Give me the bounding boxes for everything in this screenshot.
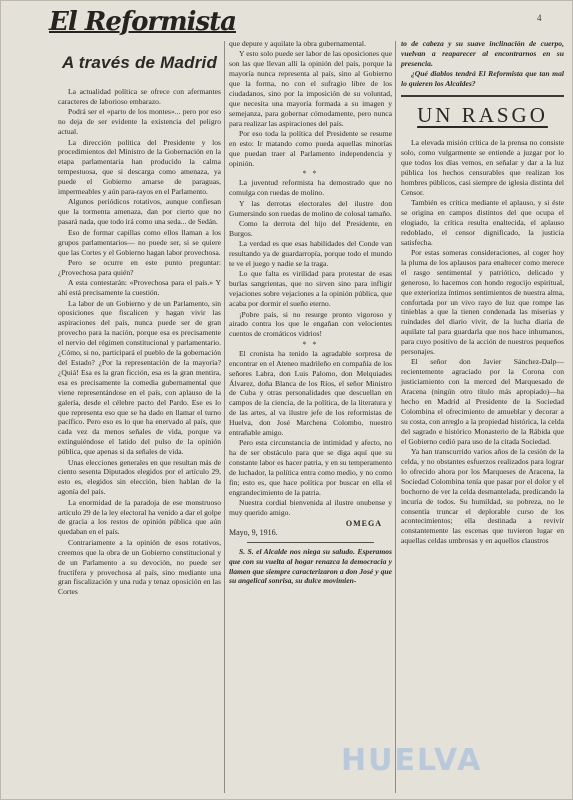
paragraph: ¡Pobre país, si no resurge pronto vigoroso y airado contra los que le engañan con velocientes cuentos de cromáticos vidrios!: [229, 309, 392, 339]
paragraph: A esta contestarán: «Provechosa para el país.» Y ahí está precisamente la cuestión.: [58, 278, 221, 298]
masthead: El Reformista: [49, 7, 237, 37]
article-body: [58, 87, 221, 597]
article-headline: A través de Madrid: [61, 53, 218, 72]
paragraph: Podrá ser el «parto de los montes»... pero por eso no deja de ser evidente la existencia del peligro actual.: [58, 107, 221, 137]
paragraph: Unas elecciones generales en que resultan más de ciento sesenta Diputados elegidos por el artículo 29, esto es, elegidos sin elección, bien hablan de la agonía del país.: [58, 457, 221, 497]
paragraph: La actualidad política se ofrece con afermantes caracteres de laborioso embarazo.: [58, 87, 221, 106]
column-divider: [395, 41, 396, 793]
column-1: [58, 43, 221, 797]
question-note: ¿Qué diablos tendrá El Reformista que tan mal lo quieren los Alcaldes?: [401, 69, 564, 89]
paragraph: Por eso toda la política del Presidente se resume en esto: Ir matando como pueda aquellas minorías que puedan traer al Parlamento independencia y opinión.: [229, 129, 392, 168]
paragraph: Como la derrota del hijo del Presidente, en Burgos.: [229, 218, 392, 238]
paragraph: La enormidad de la paradoja de ese monstruoso artículo 29 de la ley electoral ha venido a dar el golpe de gracia a los restos de opinión pública que aún quedaban en el país.: [58, 497, 221, 537]
column-divider: [224, 41, 225, 793]
paragraph: Pero se ocurre en este punto preguntar: ¿Provechosa para quién?: [58, 257, 221, 277]
paragraph: La labor de un Gobierno y de un Parlamento, sin oposiciones que fiscalicen y hagan vivir las aspiraciones del país, nunca puede ser de gran provecho para la nación, porque esa es precisamente el nervio del régimen constitucional y parlamentario. ¿Cómo, si no, participará el pueblo de la gobernación del Estado? ¿Por la representación de la mayoría? ¿Quiá! Esa es la gran ficción, esa es la gran mentira, esa es precisamente la comedia gubernamental que viene representándose en el país, con aplauso de la galería, desde el célebre pacto del Pardo. Ese es lo que representa eso que se ha dado en llamar el turno pacífico. Pero eso es lo que ha enervado al país, que cada vez da menos señales de vida, porque va extinguiéndose el latido del pulso de la opinión pública, que apenas si da señales de vida.: [58, 298, 221, 457]
paragraph: La verdad es que esas habilidades del Conde van resultando ya de guardarropía, porque todo el mundo te ve el juego y nadie se la traga.: [229, 239, 392, 269]
paragraph: También es crítica mediante el aplauso, y si éste se origina en campos distintos del que ocupa el elogiado, la crítica resulta enaltecida, el aplauso redoblado, el censor dignificado, la justicia satisfecha.: [401, 197, 564, 247]
paragraph: to de cabeza y su suave inclinación de cuerpo, vuelvan a reaparecer al encontrarnos en su presencia.: [401, 39, 564, 68]
paragraph: Ya han transcurrido varios años de la cesión de la celda, y no obstantes esfuerzos realizados para lograr lo ofrecido ahora por los Marqueses de Aracena, la Sociedad Colombina tenía que pasar por el dolor y el bochorno de ver la celda desmantelada, predicando la incuria de todos. Su humildad, su pobreza, no le consentía truncar el deplorable curso de los acontecimientos; ella destinada a revivir constantemente las escenas que tuvieron lugar en aquellas celdas umbrosas y en aquellos claustros: [401, 447, 564, 546]
paragraph: Y esto solo puede ser labor de las oposiciones que son las que llevan allí la opinión del país, porque la mayoría nunca representa al país, sino al Gobierno que la forma, no con el sufragio libre de los ciudadanos, sino por la imposición de su voluntad, que necesita una mayoría formada a su imagen y semejanza, para gobernar cómodamente, pero nunca para realizar las aspiraciones del país.: [229, 49, 392, 128]
divider-rule: [247, 542, 374, 543]
section-separator: [229, 340, 392, 349]
paragraph: Lo que falta es virilidad para protestar de esas burlas sangrientas, que no sirven sino para infligir vejaciones sobre vejaciones a la opinión pública, que acaba por dormir el sueño eterno.: [229, 269, 392, 309]
section-separator: [229, 169, 392, 178]
article-headline: UN RASGO: [417, 103, 548, 128]
paragraph: La dirección política del Presidente y los procedimientos del Ministro de la Gobernación en la etapa parlamentaria han producido la calma tempestuosa, que si descarga como amenaza, ya puede el Gobierno amarse de paraguas, impermeables y aún para-rayos en el Parlamento.: [58, 137, 221, 197]
watermark-logo: HUELVA: [341, 743, 483, 778]
article-date: Mayo, 9, 1916.: [229, 527, 278, 537]
paragraph: El cronista ha tenido la agradable sorpresa de encontrar en el Ateneo madrileño en compañía de los señores Labra, don Luis Palomo, don Melquiades Álvarez, doña Blanca de los Ríos, el señor Ministro de Cuba y otras personalidades que descuellan en campos de la ciencia, de la política, de la literatura y de las artes, al va ilustre jefe de los reformistas de Huelva, don José Marchena Colombo, nuestro entrañable amigo.: [229, 348, 392, 438]
paragraph: La elevada misión crítica de la prensa no consiste solo, como vulgarmente se entiende a juzgar por lo que todos los días vemos, en señalar y dar a la luz pública los hechos censurables que realizan los hombres públicos, casi siempre de iglesia distinta del Censor.: [401, 138, 564, 197]
paragraph: Y las derrotas electorales del ilustre don Gumersindo son ruedas de molino de colosal tamaño.: [229, 198, 392, 218]
paragraph: Algunos periódicos rotativos, aunque confiesan que la tormenta amenaza, dan por cierto que no pasará nada, que todo irá como una seda... de Sedán.: [58, 197, 221, 227]
paragraph: Eso de formar capillas como ellos llaman a los grupos parlamentarios— no puede ser, si se quiere que las Cortes y el Gobierno hagan labor provechosa.: [58, 227, 221, 257]
page-number: 4: [537, 13, 542, 23]
paragraph: El señor don Javier Sánchez-Dalp—recientemente agraciado por la Corona con justiciamiento con la merced del Marquesado de Aracena (ningún otro título más apropiado)—ha hecho en Madrid al Presidente de la Sociedad Colombina el ofrecimiento de amueblar y decorar a su costa, con arreglo a la propiedad histórica, la celda del sagrado e histórico Monasterio de la Rábida que el Gobierno cedió para uso de la citada Sociedad.: [401, 357, 564, 446]
paragraph: Por estas someras consideraciones, al coger hoy la pluma de los aplausos para enaltecer como merece el rasgo sentimental y patriótico, delicado y generoso, lo hacemos con hondo regocijo espiritual, que exterioriza íntimos sentimientos de nuestra alma, confortada por un vivo rayo de luz que rompe las tinieblas a que la tienen condenada las miserias y ruindades del diario vivir, de la lucha diaria de aquilate tal para guardarla que nos hace inhumanos, para cuyo positivo de la acción de nuestros pequeños personajes.: [401, 248, 564, 357]
paragraph: Contrariamente a la opinión de esos rotativos, creemos que la obra de un Gobierno constitucional y de un Parlamento a su devoción, no puede ser fructífera y provechosa al país, sino mediante una gran fiscalización y una ruda y tenaz oposición en las Cortes: [58, 537, 221, 597]
paragraph: Pero esta circunstancia de intimidad y afecto, no ha de ser obstáculo para que se diga aquí que su constante labor es hacer patria, y en su temperamento de luchador, la política entra como medio, y no como fin; esto es, que hace política por buscar en ella el engrandecimiento de la patria.: [229, 438, 392, 497]
paragraph: La juventud reformista ha demostrado que no comulga con ruedas de molino.: [229, 178, 392, 198]
signature: OMEGA: [345, 518, 382, 528]
closing-note: S. S. el Alcalde nos niega su saludo. Esperamos que con su vuelta al hogar renazca la democracia y llamen que siempre caracterizaron a don José y que su angelical sonrisa, su dulce movimien-: [229, 546, 392, 586]
paragraph: que depure y aquilate la obra gubernamental.: [229, 39, 366, 48]
column-3: [401, 39, 564, 793]
column-2: [229, 39, 392, 793]
divider-rule: [401, 95, 564, 97]
paragraph: Nuestra cordial bienvenida al ilustre onubense y muy querido amigo.: [229, 498, 392, 518]
